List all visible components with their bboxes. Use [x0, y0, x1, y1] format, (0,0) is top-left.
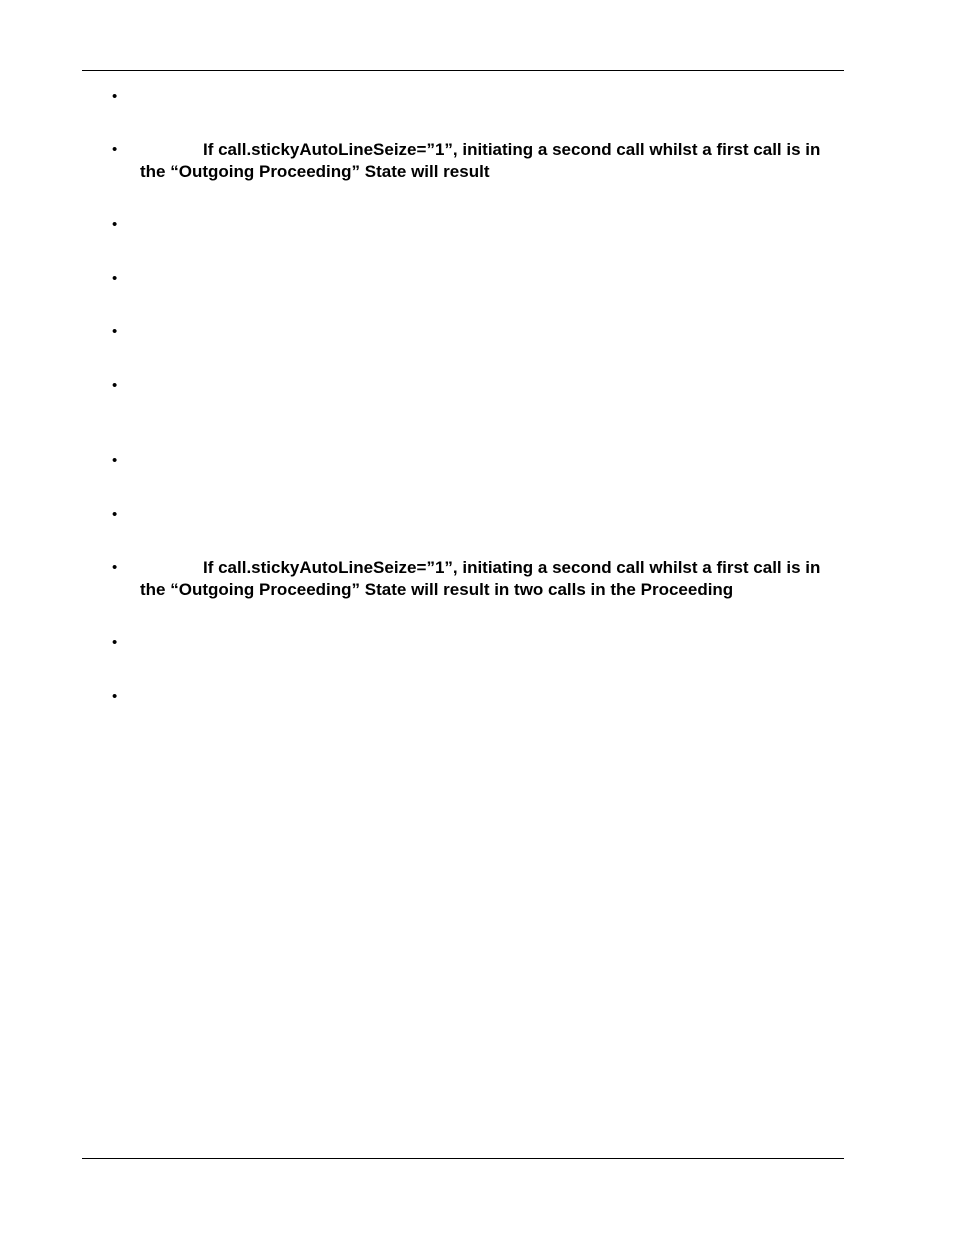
bullet-glyph: •	[112, 559, 118, 576]
list-item-text: If call.stickyAutoLineSeize=”1”, initiating a second call whilst a first call is in the “Outgoing Proceeding” State will result in two calls in the Proceeding	[140, 558, 821, 599]
bullet-glyph: •	[112, 88, 118, 105]
bullet-glyph: •	[112, 377, 118, 394]
bullet-glyph: •	[112, 634, 118, 651]
bullet-glyph: •	[112, 270, 118, 287]
footer-rule	[82, 1158, 844, 1159]
bullet-glyph: •	[112, 506, 118, 523]
bullet-glyph: •	[112, 216, 118, 233]
bullet-glyph: •	[112, 452, 118, 469]
bullet-glyph: •	[112, 141, 118, 158]
bullet-glyph: •	[112, 323, 118, 340]
list-item-text: If call.stickyAutoLineSeize=”1”, initiating a second call whilst a first call is in the “Outgoing Proceeding” State will result	[140, 140, 821, 181]
bullet-glyph: •	[112, 688, 118, 705]
